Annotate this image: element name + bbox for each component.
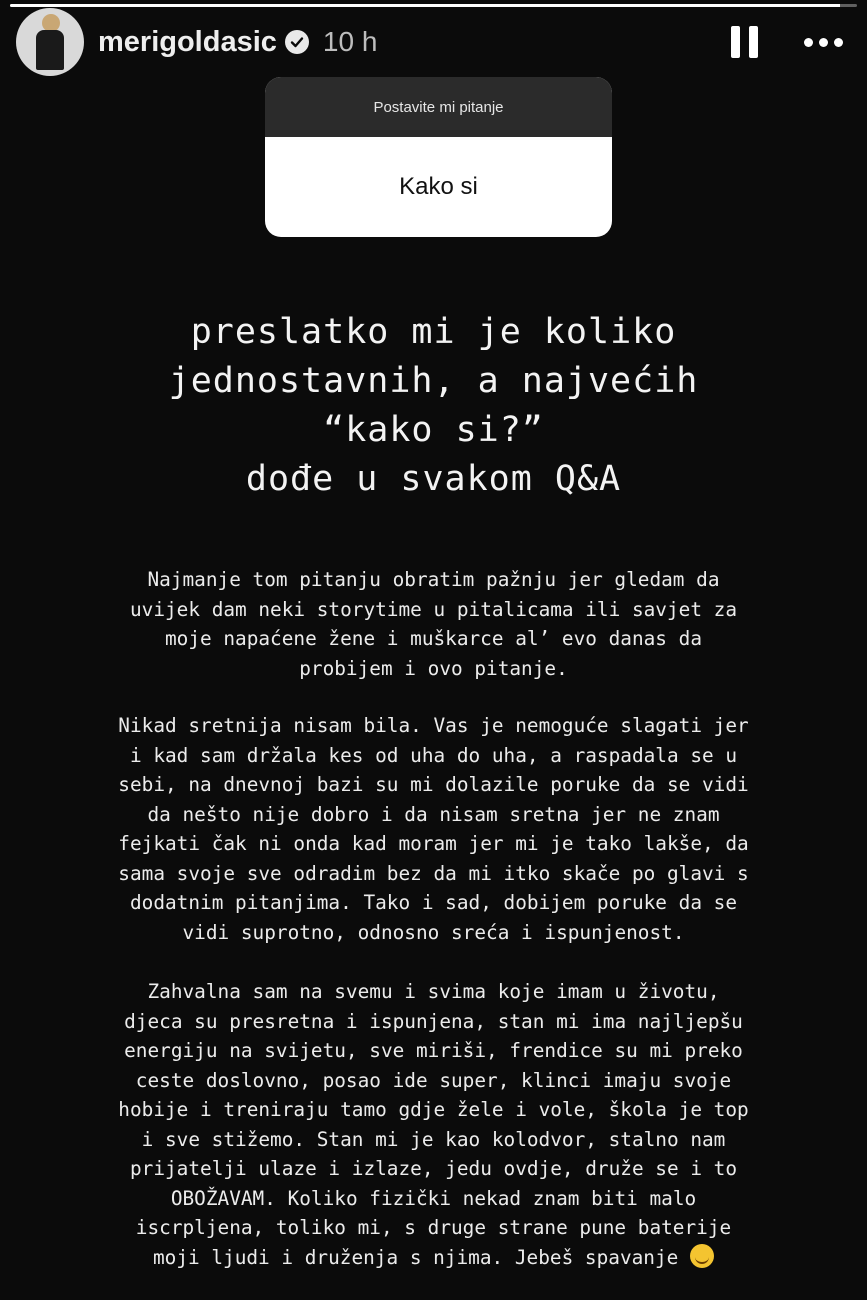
story-headline: preslatko mi je koliko jednostavnih, a najvećih “kako si?” dođe u svakom Q&A (168, 312, 699, 499)
verified-badge-icon (285, 30, 309, 54)
question-sticker-text: Kako si (399, 173, 478, 200)
story-header (16, 0, 851, 84)
more-options-icon[interactable] (804, 38, 843, 47)
rolling-on-floor-laughing-emoji (690, 1244, 714, 1268)
pause-icon[interactable] (731, 26, 758, 58)
question-sticker-header: Postavite mi pitanje (265, 77, 612, 137)
story-timestamp: 10 h (322, 26, 378, 57)
story-paragraph-1: Najmanje tom pitanju obratim pažnju jer gledam da uvijek dam neki storytime u pitalicama ili savjet za moje napaćene žene i muškarce al’ evo danas da probijem i ovo pitanje. (129, 568, 738, 680)
avatar[interactable] (16, 8, 84, 76)
username[interactable]: merigoldasic (98, 25, 277, 58)
story-paragraph-3 (0, 977, 867, 1272)
question-sticker[interactable] (265, 77, 612, 237)
story-paragraph-2: Nikad sretnija nisam bila. Vas je nemoguće slagati jer i kad sam držala kes od uha do uha, a raspadala se u sebi, na dnevnoj bazi su mi dolazile poruke da se vidi da nešto nije dobro i da nisam sretna jer ne znam fejkati čak ni onda kad moram jer mi je tako lakše, da sama svoje sve odradim bez da mi itko skače po glavi s dodatnim pitanjima. Tako i sad, dobijem poruke da se vidi suprotno, odnosno sreća i ispunjenost. (118, 714, 749, 944)
story-paragraph-3-text: Zahvalna sam na svemu i svima koje imam u životu, djeca su presretna i ispunjena, stan mi ima najljepšu energiju na svijetu, sve miriši, frendice su mi preko ceste doslovno, posao ide super, klinci imaju svoje hobije i treniraju tamo gdje žele i vole, škola je top i sve stižemo. Stan mi je kao kolodvor, stalno nam prijatelji ulaze i izlaze, jedu ovdje, druže se i to OBOŽAVAM. Koliko fizički nekad znam biti malo iscrpljena, toliko mi, s druge strane pune baterije moji ljudi i druženja s njima. Jebeš spavanje (118, 980, 749, 1269)
